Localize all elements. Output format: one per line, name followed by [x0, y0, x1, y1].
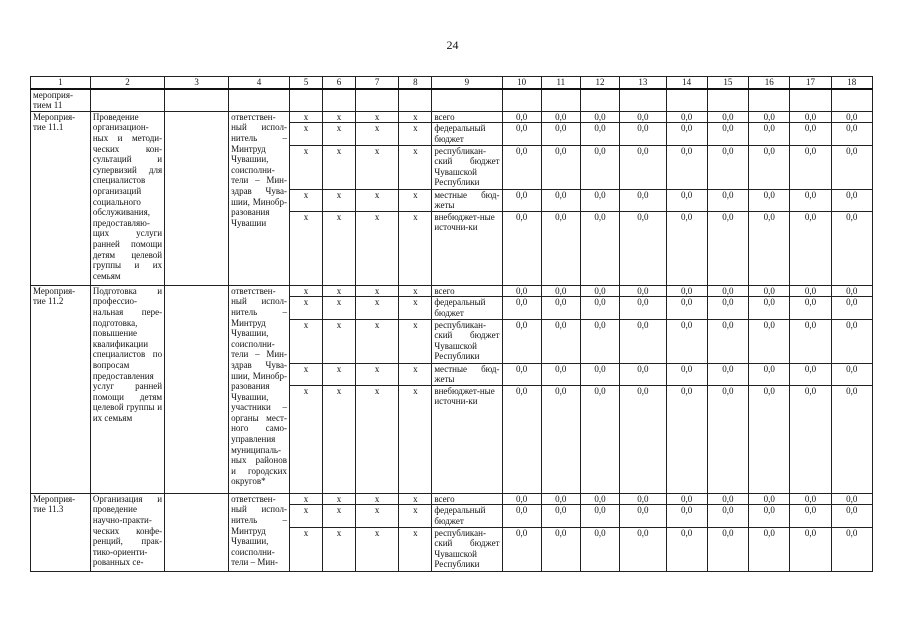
- value-cell: 0,0: [502, 319, 541, 363]
- value-cell: 0,0: [707, 385, 748, 493]
- mark-cell: х: [356, 527, 399, 571]
- value-cell: 0,0: [707, 297, 748, 319]
- value-cell: 0,0: [541, 189, 580, 211]
- value-cell: 0,0: [666, 145, 707, 189]
- mark-cell: х: [399, 385, 432, 493]
- value-cell: 0,0: [666, 285, 707, 297]
- value-cell: 0,0: [620, 111, 666, 123]
- empty-cell: [165, 89, 229, 112]
- mark-cell: х: [322, 111, 355, 123]
- column-number-cell: 15: [707, 77, 748, 89]
- value-cell: 0,0: [502, 385, 541, 493]
- mark-cell: х: [322, 145, 355, 189]
- column-numbers-row: [31, 77, 873, 89]
- empty-cell: [399, 89, 432, 112]
- funding-source-cell: федеральный бюджет: [432, 297, 502, 319]
- value-cell: 0,0: [831, 189, 872, 211]
- column-number-cell: 11: [541, 77, 580, 89]
- value-cell: 0,0: [707, 211, 748, 285]
- value-cell: 0,0: [620, 211, 666, 285]
- value-cell: 0,0: [666, 211, 707, 285]
- value-cell: 0,0: [541, 123, 580, 145]
- funding-source-cell: республикан-ский бюджет Чувашской Республики: [432, 145, 502, 189]
- column-number-cell: 2: [90, 77, 164, 89]
- funding-source-cell: внебюджет-ные источни-ки: [432, 211, 502, 285]
- funding-source-cell: всего: [432, 285, 502, 297]
- column-number-cell: 6: [322, 77, 355, 89]
- table-body: [31, 77, 873, 572]
- mark-cell: х: [289, 493, 322, 505]
- column-number-cell: 1: [31, 77, 91, 89]
- value-cell: 0,0: [707, 505, 748, 527]
- value-cell: 0,0: [620, 493, 666, 505]
- table-row: [31, 493, 873, 505]
- column-number-cell: 12: [580, 77, 619, 89]
- value-cell: 0,0: [502, 297, 541, 319]
- value-cell: 0,0: [790, 285, 831, 297]
- funding-source-cell: федеральный бюджет: [432, 505, 502, 527]
- value-cell: 0,0: [502, 285, 541, 297]
- funding-source-cell: внебюджет-ные источни-ки: [432, 385, 502, 493]
- mark-cell: х: [322, 363, 355, 385]
- mark-cell: х: [356, 111, 399, 123]
- value-cell: 0,0: [790, 527, 831, 571]
- mark-cell: х: [322, 527, 355, 571]
- value-cell: 0,0: [580, 123, 619, 145]
- empty-cell: [541, 89, 580, 112]
- empty-cell: [289, 89, 322, 112]
- empty-cell: [707, 89, 748, 112]
- empty-cell: [790, 89, 831, 112]
- value-cell: 0,0: [541, 145, 580, 189]
- value-cell: 0,0: [541, 385, 580, 493]
- mark-cell: х: [322, 285, 355, 297]
- value-cell: 0,0: [541, 297, 580, 319]
- value-cell: 0,0: [502, 527, 541, 571]
- mark-cell: х: [322, 211, 355, 285]
- table-row: [31, 285, 873, 297]
- value-cell: 0,0: [790, 493, 831, 505]
- value-cell: 0,0: [831, 505, 872, 527]
- value-cell: 0,0: [580, 189, 619, 211]
- value-cell: 0,0: [580, 527, 619, 571]
- column-number-cell: 3: [165, 77, 229, 89]
- empty-cell: [322, 89, 355, 112]
- value-cell: 0,0: [790, 319, 831, 363]
- empty-cell: [620, 89, 666, 112]
- value-cell: 0,0: [580, 211, 619, 285]
- value-cell: 0,0: [620, 319, 666, 363]
- mark-cell: х: [399, 211, 432, 285]
- mark-cell: х: [289, 385, 322, 493]
- empty-cell: [666, 89, 707, 112]
- event-name-cell: Организация и проведение научно-практи-ческих конфе-ренций, прак-тико-ориенти-рованных се-: [90, 493, 164, 571]
- value-cell: 0,0: [790, 385, 831, 493]
- column-number-cell: 9: [432, 77, 502, 89]
- mark-cell: х: [289, 527, 322, 571]
- budget-table: [30, 76, 873, 572]
- mark-cell: х: [356, 505, 399, 527]
- mark-cell: х: [289, 285, 322, 297]
- value-cell: 0,0: [831, 385, 872, 493]
- value-cell: 0,0: [502, 111, 541, 123]
- column-number-cell: 8: [399, 77, 432, 89]
- value-cell: 0,0: [502, 189, 541, 211]
- mark-cell: х: [399, 189, 432, 211]
- mark-cell: х: [289, 319, 322, 363]
- mark-cell: х: [356, 363, 399, 385]
- mark-cell: х: [356, 297, 399, 319]
- column3-cell: [165, 285, 229, 493]
- mark-cell: х: [399, 123, 432, 145]
- value-cell: 0,0: [620, 385, 666, 493]
- executors-cell: ответствен-ный испол-нитель – Минтруд Чувашии, соисполни-тели – Мин-здрав Чува-шии, Минобр-разования Чувашии, участники – органы мест-ного само-управления муниципаль-ных районов и городских округов*: [229, 285, 290, 493]
- column-number-cell: 7: [356, 77, 399, 89]
- mark-cell: х: [356, 189, 399, 211]
- column-number-cell: 17: [790, 77, 831, 89]
- value-cell: 0,0: [790, 123, 831, 145]
- mark-cell: х: [399, 319, 432, 363]
- value-cell: 0,0: [580, 493, 619, 505]
- value-cell: 0,0: [831, 211, 872, 285]
- value-cell: 0,0: [580, 111, 619, 123]
- funding-source-cell: всего: [432, 493, 502, 505]
- value-cell: 0,0: [749, 111, 790, 123]
- value-cell: 0,0: [707, 527, 748, 571]
- mark-cell: х: [356, 211, 399, 285]
- mark-cell: х: [322, 385, 355, 493]
- empty-cell: [580, 89, 619, 112]
- funding-source-cell: местные бюд-жеты: [432, 363, 502, 385]
- value-cell: 0,0: [831, 285, 872, 297]
- empty-cell: [831, 89, 872, 112]
- value-cell: 0,0: [541, 363, 580, 385]
- page-number: 24: [446, 38, 459, 52]
- value-cell: 0,0: [580, 363, 619, 385]
- column3-cell: [165, 111, 229, 285]
- value-cell: 0,0: [580, 505, 619, 527]
- value-cell: 0,0: [502, 505, 541, 527]
- value-cell: 0,0: [831, 297, 872, 319]
- table-row: [31, 89, 873, 112]
- mark-cell: х: [399, 285, 432, 297]
- value-cell: 0,0: [831, 123, 872, 145]
- value-cell: 0,0: [749, 319, 790, 363]
- mark-cell: х: [399, 111, 432, 123]
- value-cell: 0,0: [831, 111, 872, 123]
- value-cell: 0,0: [790, 211, 831, 285]
- value-cell: 0,0: [666, 493, 707, 505]
- column-number-cell: 16: [749, 77, 790, 89]
- mark-cell: х: [399, 363, 432, 385]
- column-number-cell: 13: [620, 77, 666, 89]
- value-cell: 0,0: [790, 505, 831, 527]
- value-cell: 0,0: [620, 285, 666, 297]
- value-cell: 0,0: [749, 297, 790, 319]
- value-cell: 0,0: [666, 527, 707, 571]
- value-cell: 0,0: [666, 297, 707, 319]
- funding-source-cell: республикан-ский бюджет Чувашской Республики: [432, 527, 502, 571]
- mark-cell: х: [399, 145, 432, 189]
- event-name-cell: Подготовка и профессио-нальная пере-подготовка, повышение квалификации специалистов по вопросам предоставления услуг ранней помощи детям целевой группы и их семьям: [90, 285, 164, 493]
- value-cell: 0,0: [666, 385, 707, 493]
- value-cell: 0,0: [790, 297, 831, 319]
- mark-cell: х: [356, 123, 399, 145]
- value-cell: 0,0: [502, 211, 541, 285]
- value-cell: 0,0: [620, 145, 666, 189]
- value-cell: 0,0: [749, 527, 790, 571]
- value-cell: 0,0: [620, 297, 666, 319]
- value-cell: 0,0: [502, 145, 541, 189]
- funding-source-cell: федеральный бюджет: [432, 123, 502, 145]
- value-cell: 0,0: [749, 145, 790, 189]
- value-cell: 0,0: [707, 363, 748, 385]
- value-cell: 0,0: [831, 145, 872, 189]
- empty-cell: [432, 89, 502, 112]
- mark-cell: х: [289, 189, 322, 211]
- value-cell: 0,0: [707, 319, 748, 363]
- mark-cell: х: [356, 145, 399, 189]
- mark-cell: х: [289, 111, 322, 123]
- mark-cell: х: [322, 297, 355, 319]
- value-cell: 0,0: [707, 123, 748, 145]
- mark-cell: х: [289, 297, 322, 319]
- value-cell: 0,0: [580, 145, 619, 189]
- value-cell: 0,0: [749, 189, 790, 211]
- mark-cell: х: [356, 385, 399, 493]
- executors-cell: ответствен-ный испол-нитель – Минтруд Чувашии, соисполни-тели – Мин-: [229, 493, 290, 571]
- funding-source-cell: местные бюд-жеты: [432, 189, 502, 211]
- mark-cell: х: [322, 319, 355, 363]
- mark-cell: х: [356, 493, 399, 505]
- mark-cell: х: [289, 145, 322, 189]
- event-code-cell: Мероприя- тие 11.2: [31, 285, 91, 493]
- mark-cell: х: [322, 493, 355, 505]
- value-cell: 0,0: [541, 527, 580, 571]
- value-cell: 0,0: [707, 145, 748, 189]
- value-cell: 0,0: [502, 123, 541, 145]
- value-cell: 0,0: [541, 493, 580, 505]
- mark-cell: х: [289, 505, 322, 527]
- funding-source-cell: всего: [432, 111, 502, 123]
- value-cell: 0,0: [666, 319, 707, 363]
- event-code-cell: мероприя- тием 11: [31, 89, 91, 112]
- value-cell: 0,0: [831, 363, 872, 385]
- value-cell: 0,0: [831, 493, 872, 505]
- mark-cell: х: [322, 505, 355, 527]
- value-cell: 0,0: [666, 363, 707, 385]
- value-cell: 0,0: [580, 385, 619, 493]
- value-cell: 0,0: [666, 123, 707, 145]
- value-cell: 0,0: [707, 493, 748, 505]
- event-code-cell: Мероприя- тие 11.1: [31, 111, 91, 285]
- funding-source-cell: республикан-ский бюджет Чувашской Республики: [432, 319, 502, 363]
- value-cell: 0,0: [790, 363, 831, 385]
- value-cell: 0,0: [749, 123, 790, 145]
- value-cell: 0,0: [620, 123, 666, 145]
- value-cell: 0,0: [580, 285, 619, 297]
- value-cell: 0,0: [541, 319, 580, 363]
- value-cell: 0,0: [749, 493, 790, 505]
- mark-cell: х: [322, 189, 355, 211]
- column3-cell: [165, 493, 229, 571]
- value-cell: 0,0: [707, 111, 748, 123]
- value-cell: 0,0: [749, 363, 790, 385]
- value-cell: 0,0: [666, 505, 707, 527]
- value-cell: 0,0: [620, 189, 666, 211]
- value-cell: 0,0: [666, 189, 707, 211]
- value-cell: 0,0: [580, 297, 619, 319]
- empty-cell: [229, 89, 290, 112]
- column-number-cell: 14: [666, 77, 707, 89]
- value-cell: 0,0: [749, 505, 790, 527]
- value-cell: 0,0: [620, 363, 666, 385]
- mark-cell: х: [399, 527, 432, 571]
- mark-cell: х: [289, 211, 322, 285]
- empty-cell: [749, 89, 790, 112]
- value-cell: 0,0: [790, 189, 831, 211]
- value-cell: 0,0: [831, 527, 872, 571]
- value-cell: 0,0: [749, 385, 790, 493]
- empty-cell: [502, 89, 541, 112]
- value-cell: 0,0: [620, 527, 666, 571]
- table-row: [31, 111, 873, 123]
- value-cell: 0,0: [749, 211, 790, 285]
- value-cell: 0,0: [707, 285, 748, 297]
- value-cell: 0,0: [749, 285, 790, 297]
- value-cell: 0,0: [707, 189, 748, 211]
- mark-cell: х: [356, 319, 399, 363]
- value-cell: 0,0: [620, 505, 666, 527]
- empty-cell: [356, 89, 399, 112]
- event-name-cell: Проведение организацион-ных и методи-ческих кон-сультаций и супервизий для специалистов организаций социального обслуживания, предоставляю-щих услуги ранней помощи детям целевой группы и их семьям: [90, 111, 164, 285]
- value-cell: 0,0: [502, 363, 541, 385]
- value-cell: 0,0: [541, 211, 580, 285]
- value-cell: 0,0: [790, 145, 831, 189]
- mark-cell: х: [356, 285, 399, 297]
- column-number-cell: 18: [831, 77, 872, 89]
- value-cell: 0,0: [580, 319, 619, 363]
- mark-cell: х: [322, 123, 355, 145]
- value-cell: 0,0: [502, 493, 541, 505]
- mark-cell: х: [399, 505, 432, 527]
- column-number-cell: 4: [229, 77, 290, 89]
- mark-cell: х: [289, 123, 322, 145]
- value-cell: 0,0: [666, 111, 707, 123]
- mark-cell: х: [399, 493, 432, 505]
- executors-cell: ответствен-ный испол-нитель – Минтруд Чувашии, соисполни-тели – Мин-здрав Чува-шии, Минобр-разования Чувашии: [229, 111, 290, 285]
- value-cell: 0,0: [831, 319, 872, 363]
- column-number-cell: 10: [502, 77, 541, 89]
- column-number-cell: 5: [289, 77, 322, 89]
- value-cell: 0,0: [541, 505, 580, 527]
- value-cell: 0,0: [541, 285, 580, 297]
- mark-cell: х: [399, 297, 432, 319]
- value-cell: 0,0: [541, 111, 580, 123]
- event-code-cell: Мероприя- тие 11.3: [31, 493, 91, 571]
- empty-cell: [90, 89, 164, 112]
- value-cell: 0,0: [790, 111, 831, 123]
- mark-cell: х: [289, 363, 322, 385]
